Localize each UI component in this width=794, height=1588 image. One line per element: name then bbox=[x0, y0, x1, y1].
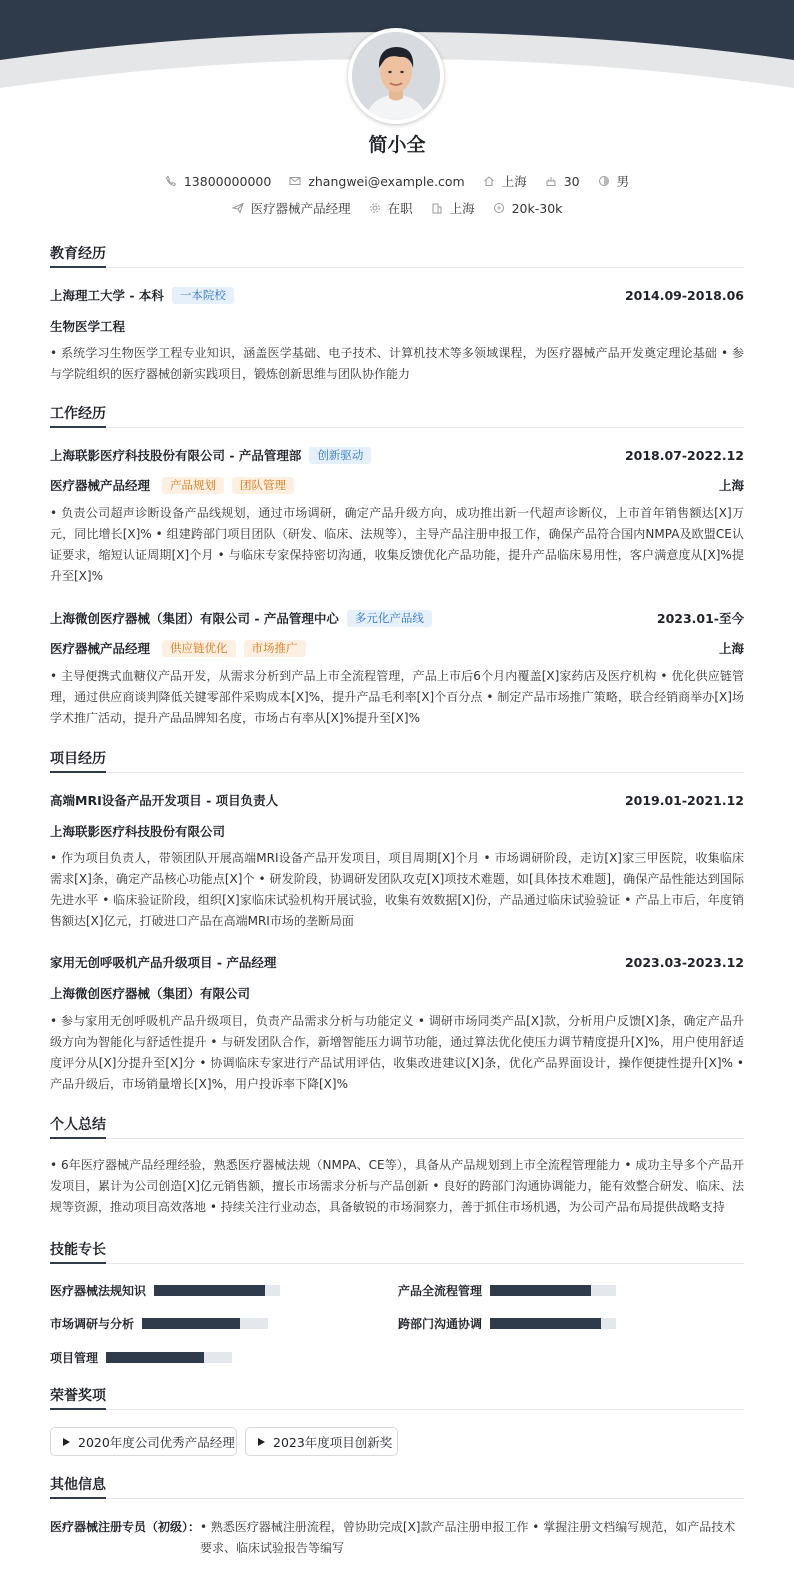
section-work-title: 工作经历 bbox=[50, 403, 744, 428]
target-city-item bbox=[431, 199, 475, 217]
award-chip bbox=[245, 1427, 398, 1456]
skill-bar-fill bbox=[154, 1285, 265, 1296]
send-icon bbox=[232, 202, 244, 214]
project-0-date: 2019.01-2021.12 bbox=[624, 792, 744, 808]
age-text: 30 bbox=[563, 173, 580, 189]
skill-bar bbox=[490, 1285, 616, 1296]
education-header bbox=[50, 286, 744, 304]
project-1-date: 2023.03-2023.12 bbox=[624, 954, 744, 970]
work-0-header bbox=[50, 446, 744, 464]
work-0-company: 上海联影医疗科技股份有限公司 - 产品管理部 bbox=[50, 448, 302, 463]
work-0-tag: 创新驱动 bbox=[309, 447, 371, 464]
education-major-row bbox=[50, 317, 744, 335]
project-0-title: 高端MRI设备产品开发项目 - 项目负责人 bbox=[50, 793, 279, 808]
coin-icon bbox=[493, 202, 505, 214]
project-1-title: 家用无创呼吸机产品升级项目 - 产品经理 bbox=[50, 955, 277, 970]
status-item bbox=[369, 199, 413, 217]
work-0-desc: • 负责公司超声诊断设备产品线规划，通过市场调研，确定产品升级方向，成功推出新一代超声诊断仪，上市首年销售额达[X]万元，同比增长[X]% • 组建跨部门项目团队（研发、临床、法规等），主导产品注册申报工作，确保产品符合国内NMPA及欧盟CE认证要求，缩短认证周期[X]个月 • 与临床专家保持密切沟通，收集反馈优化产品功能，提升产品临床易用性，客户满意度从[X]%提升至[X]% bbox=[50, 506, 744, 583]
work-0-role-tag: 团队管理 bbox=[232, 477, 294, 494]
education-school: 上海理工大学 - 本科 bbox=[50, 288, 164, 303]
section-projects-title: 项目经历 bbox=[50, 748, 744, 773]
award-chip bbox=[50, 1427, 237, 1456]
education-tag: 一本院校 bbox=[172, 287, 234, 304]
skill-item bbox=[398, 1315, 616, 1332]
project-1-desc: • 参与家用无创呼吸机产品升级项目，负责产品需求分析与功能定义 • 调研市场同类产品[X]款，分析用户反馈[X]条，确定产品升级方向为智能化与舒适性提升 • 与研发团队合作，新增智能压力调节功能，通过算法优化使压力调节精度提升[X]%，用户使用舒适度评分从[X]分提升至[X]分 • 协调临床专家进行产品试用评估，收集改进建议[X]条，优化产品界面设计，操作便捷性提升[X]% • 产品升级后，市场销量增长[X]%，用户投诉率下降[X]% bbox=[50, 1014, 744, 1091]
skill-name: 项目管理 bbox=[50, 1351, 99, 1365]
work-1-company: 上海微创医疗器械（集团）有限公司 - 产品管理中心 bbox=[50, 611, 339, 626]
section-other-title: 其他信息 bbox=[50, 1474, 744, 1499]
gender-icon bbox=[598, 175, 610, 187]
gender-item bbox=[598, 172, 630, 190]
contact-row bbox=[0, 172, 794, 190]
project-1-header bbox=[50, 953, 744, 971]
project-0-org: 上海联影医疗科技股份有限公司 bbox=[50, 824, 226, 839]
skill-name: 市场调研与分析 bbox=[50, 1317, 135, 1331]
work-1-tag: 多元化产品线 bbox=[347, 610, 432, 627]
candidate-name: 简小全 bbox=[368, 134, 426, 156]
education-major: 生物医学工程 bbox=[50, 319, 126, 334]
skill-bar-fill bbox=[106, 1352, 204, 1363]
work-1-role-tag: 市场推广 bbox=[244, 640, 306, 657]
work-1-date: 2023.01-至今 bbox=[656, 611, 744, 626]
education-date: 2014.09-2018.06 bbox=[624, 287, 744, 303]
work-1-desc: • 主导便携式血糖仪产品开发，从需求分析到产品上市全流程管理，产品上市后6个月内覆盖[X]家药店及医疗机构 • 优化供应链管理，通过供应商谈判降低关键零部件采购成本[X]%，提升产品毛利率[X]个百分点 • 制定产品市场推广策略，联合经销商举办[X]场学术推广活动，提升产品品牌知名度，市场占有率从[X]%提升至[X]% bbox=[50, 669, 744, 725]
section-summary-title: 个人总结 bbox=[50, 1114, 744, 1139]
email-item bbox=[289, 174, 464, 189]
phone-item bbox=[165, 174, 271, 189]
intent-row bbox=[0, 199, 794, 217]
play-icon bbox=[258, 1438, 265, 1446]
project-1-org: 上海微创医疗器械（集团）有限公司 bbox=[50, 986, 251, 1001]
skill-item bbox=[50, 1349, 232, 1366]
work-0-date: 2018.07-2022.12 bbox=[624, 447, 744, 463]
section-skills-title: 技能专长 bbox=[50, 1239, 744, 1264]
education-desc: • 系统学习生物医学工程专业知识，涵盖医学基础、电子技术、计算机技术等多领域课程，为医疗器械产品开发奠定理论基础 • 参与学院组织的医疗器械创新实践项目，锻炼创新思维与团队协作能力 bbox=[50, 346, 744, 381]
phone-text: 13800000000 bbox=[183, 173, 272, 189]
work-1-role: 医疗器械产品经理 bbox=[50, 641, 151, 656]
skill-item bbox=[50, 1315, 268, 1332]
location-item bbox=[483, 172, 527, 190]
summary-desc: • 6年医疗器械产品经理经验，熟悉医疗器械法规（NMPA、CE等），具备从产品规划到上市全流程管理能力 • 成功主导多个产品开发项目，累计为公司创造[X]亿元销售额，擅长市场需求分析与产品创新 • 良好的跨部门沟通协调能力，能有效整合研发、临床、法规等资源，推动项目高效落地 • 持续关注行业动态，具备敏锐的市场洞察力，善于抓住市场机遇，为公司产品布局提供战略支持 bbox=[50, 1158, 744, 1214]
gear-icon bbox=[369, 202, 381, 214]
salary-item bbox=[493, 201, 563, 216]
target-role-text: 医疗器械产品经理 bbox=[250, 201, 351, 216]
project-1-org-row bbox=[50, 984, 744, 1002]
skill-name: 产品全流程管理 bbox=[398, 1284, 483, 1298]
home-icon bbox=[483, 175, 495, 187]
skill-bar bbox=[490, 1318, 616, 1329]
status-text: 在职 bbox=[387, 201, 413, 216]
skill-name: 跨部门沟通协调 bbox=[398, 1317, 483, 1331]
skill-bar-fill bbox=[490, 1318, 601, 1329]
other-item bbox=[50, 1517, 744, 1559]
project-0-org-row bbox=[50, 822, 744, 840]
skill-bar-fill bbox=[490, 1285, 591, 1296]
target-city-text: 上海 bbox=[449, 201, 475, 216]
phone-icon bbox=[165, 175, 177, 187]
section-awards-title: 荣誉奖项 bbox=[50, 1385, 744, 1410]
work-1-city: 上海 bbox=[718, 641, 744, 656]
avatar bbox=[348, 28, 444, 124]
project-0-header bbox=[50, 791, 744, 809]
skill-bar-fill bbox=[142, 1318, 240, 1329]
work-0-role-row bbox=[50, 476, 744, 494]
gender-text: 男 bbox=[616, 174, 630, 189]
skill-bar bbox=[154, 1285, 280, 1296]
work-0-city: 上海 bbox=[718, 478, 744, 493]
skill-bar bbox=[106, 1352, 232, 1363]
section-education-title: 教育经历 bbox=[50, 243, 744, 268]
award-label: 2020年度公司优秀产品经理 bbox=[78, 1434, 235, 1450]
project-0-desc: • 作为项目负责人，带领团队开展高端MRI设备产品开发项目，项目周期[X]个月 • 市场调研阶段，走访[X]家三甲医院，收集临床需求[X]条，确定产品核心功能点[X]个 • 研发阶段，协调研发团队攻克[X]项技术难题，如[具体技术难题]，确保产品性能达到国际先进水平 • 临床验证阶段，组织[X]家临床试验机构开展试验，收集有效数据[X]份，产品通过临床试验验证 • 产品上市后，年度销售额达[X]亿元，打破进口产品在高端MRI市场的垄断局面 bbox=[50, 851, 744, 928]
target-role-item bbox=[232, 199, 351, 217]
skill-name: 医疗器械法规知识 bbox=[50, 1284, 147, 1298]
skill-bar bbox=[142, 1318, 268, 1329]
cake-icon bbox=[545, 175, 557, 187]
work-0-role: 医疗器械产品经理 bbox=[50, 478, 151, 493]
salary-text: 20k-30k bbox=[511, 200, 563, 216]
work-1-role-tag: 供应链优化 bbox=[162, 640, 236, 657]
work-0-role-tag: 产品规划 bbox=[162, 477, 224, 494]
email-text: zhangwei@example.com bbox=[308, 173, 465, 189]
play-icon bbox=[63, 1438, 70, 1446]
age-item bbox=[545, 174, 580, 189]
other-desc: • 熟悉医疗器械注册流程，曾协助完成[X]款产品注册申报工作 • 掌握注册文档编写规范，如产品技术要求、临床试验报告等编写 bbox=[200, 1520, 736, 1555]
award-label: 2023年度项目创新奖 bbox=[273, 1434, 393, 1450]
avatar-photo bbox=[352, 32, 440, 120]
skill-item bbox=[50, 1282, 280, 1299]
building-icon bbox=[431, 202, 443, 214]
mail-icon bbox=[289, 175, 301, 187]
work-1-header bbox=[50, 609, 744, 627]
work-1-role-row bbox=[50, 639, 744, 657]
location-text: 上海 bbox=[501, 174, 527, 189]
skill-item bbox=[398, 1282, 616, 1299]
other-label: 医疗器械注册专员（初级）： bbox=[50, 1520, 201, 1534]
